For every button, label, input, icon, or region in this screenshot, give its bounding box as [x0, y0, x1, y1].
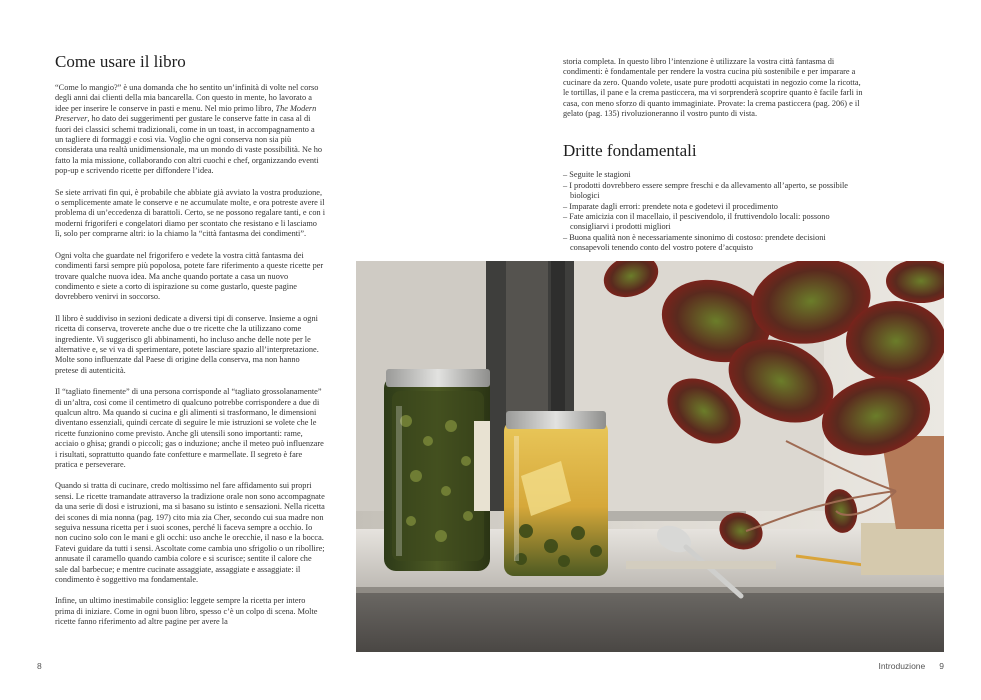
- page-number-left: 8: [37, 661, 42, 671]
- list-item: – Fate amicizia con il macellaio, il pescivendolo, il fruttivendolo locali: possono consigliarvi i prodotti migliori: [563, 212, 830, 232]
- book-title-italic: The Modern Preserver: [55, 103, 317, 124]
- list-item: – Seguite le stagioni: [563, 170, 631, 180]
- paragraph-text: , ho dato dei suggerimenti per gustare le conserve fatte in casa al di fuori dei classici schemi tradizionali, come in un toast, in accompagnamento a un tagliere di formaggi e così via. Voglio che ogni conserva non sia più considerata una realtà unidimensionale, ma un mondo di vaste possibilità. Ne ho fatto la mia missione, collaborando con altri cuochi e chef, organizzando eventi pop-up e scrivendo ricette per diffondere l’idea.: [55, 114, 323, 176]
- list-item: – I prodotti dovrebbero essere sempre freschi e da allevamento all’aperto, se possibile biologici: [563, 180, 848, 201]
- photo-illustration: [356, 261, 944, 652]
- paragraph: Se siete arrivati fin qui, è probabile che abbiate già avviato la vostra produzione, o semplicemente amate le conserve e ne accumulate molte, e ora potreste avere il problema di un’eccedenza di barattoli. Certo, se ne possono regalare tanti, e con i moderni frigoriferi e congelatori diamo per scontato che resistano e li lasciamo lì, solo per comprarne altri: io la chiamo la “città fantasma dei condimenti”.: [55, 187, 326, 239]
- list-item: – Buona qualità non è necessariamente sinonimo di costoso: prendete decisioni consapevoli tenendo conto del vostro potere d’acquisto: [563, 232, 826, 253]
- paragraph-continuation: storia completa. In questo libro l’intenzione è utilizzare la vostra città fantasma di condimenti: è fondamentale per rendere la vostra cucina più sostenibile e per imparare a cucinare da zero. Quando volete, usate pure prodotti acquistati in negozio come la ricotta, le tortillas, il pane e la crema pasticcera, ma vi sorprenderà scoprire quanto è facile farli in casa, con meno sforzo di quanto immaginiate. Provate: la crema pasticcera (pag. 206) e il gelato (pag. 135) rivoluzioneranno il vostro punto di vista.: [563, 57, 863, 119]
- paragraph: Quando si tratta di cucinare, credo moltissimo nel fare affidamento sui propri sensi. Le ricette tramandate attraverso la tradizione orale non sono accompagnate da una serie di dosi e istruzioni, ma si basano su istinto e sensazioni. Nella ricetta dei scones di mia nonna (pag. 197) cito mia zia Cher, secondo cui sua madre non seguiva nessuna ricetta per i suoi scones, perché li faceva sempre a occhio. Io non cucino solo con le mani e gli occhi: uso anche le orecchie, il naso e la bocca. Fatevi guidare da tutti i sensi. Ascoltate come cambia uno sfrigolio o un ribollire; annusate il caramello quando cambia colore e si scurisce; sentite il calore che sale dal barbecue; e mentre cucinate assaggiate, assaggiate e assaggiate: il condimento è soggettivo ma fondamentale.: [55, 481, 325, 585]
- tips-list: [563, 170, 863, 253]
- paragraph: Infine, un ultimo inestimabile consiglio: leggete sempre la ricetta per intero prima di iniziare. Come in ogni buon libro, spesso c’è un colpo di scena. Molte ricette fanno riferimento ad altre pagine per avere la: [55, 596, 318, 627]
- photo-jars-and-plant: [356, 261, 944, 652]
- paragraph: Il libro è suddiviso in sezioni dedicate a diversi tipi di conserve. Insieme a ogni ricetta di conserva, troverete anche due o tre ricette che la utilizzano come ingrediente. Vi suggerisco gli abbinamenti, ho incluso anche delle note per le alternative e, se vi va di sperimentare, potete lasciare spazio all’interpretazione. Molte sono influenzate dal Paese di origine della conserva, ma non hanno pretese di autenticità.: [55, 313, 319, 375]
- paragraph-text: “Come lo mangio?” è una domanda che ho sentito un’infinità di volte nel corso degli anni dai clienti della mia bancarella. Con questo in mente, ho lavorato a idee per inserire le conserve in pasti e menu. Nel mio primo libro,: [55, 83, 319, 113]
- page-footer-right: [878, 661, 944, 671]
- left-text-column: [55, 52, 325, 639]
- paragraph: Ogni volta che guardate nel frigorifero e vedete la vostra città fantasma dei condimenti farsi sempre più popolosa, potete fare riferimento a queste ricette per trovare qualche nuova idea. Ma anche quando portate a casa un nuovo condimento e siete a corto di ispirazione su come gustarlo, queste pagine dovrebbero venirvi in soccorso.: [55, 250, 324, 302]
- paragraph: Il “tagliato finemente” di una persona corrisponde al “tagliato grossolanamente” di un’altra, così come il centimetro di qualcuno potrebbe corrispondere a due di qualcun altro. Ma quando si cucina e gli alimenti si trasformano, le dimensioni diventano essenziali, quindi cercate di seguire le mie istruzioni se volete che le ricette funzionino come previsto. Anche gli utensili sono importanti: rame, acciaio o ghisa; grandi o piccoli; gas o induzione; anche il meteo può influenzare i risultati, soprattutto quando fate confetture e marmellate. Il segreto è fare pratica e perseverare.: [55, 387, 324, 469]
- right-text-column: [563, 57, 863, 254]
- tips-title: Dritte fondamentali: [563, 141, 697, 161]
- section-name: Introduzione: [878, 661, 926, 671]
- page-title: Come usare il libro: [55, 52, 186, 71]
- paragraph-intro: [55, 83, 325, 177]
- page-number-right: 9: [939, 661, 944, 671]
- list-item: – Imparate dagli errori: prendete nota e godetevi il procedimento: [563, 201, 778, 211]
